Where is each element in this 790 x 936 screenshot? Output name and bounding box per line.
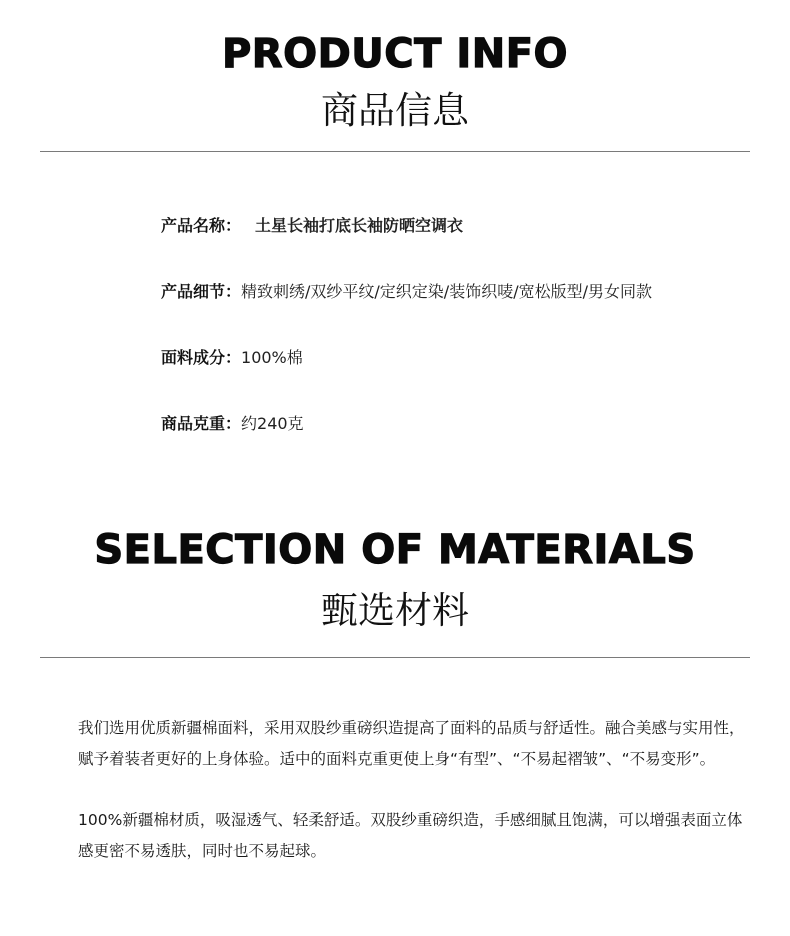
- info-row-product-weight: [161, 414, 304, 434]
- info-row-product-name: [161, 216, 463, 236]
- product-info-divider: [40, 151, 750, 152]
- info-value: 约240克: [241, 414, 304, 433]
- product-info-title-en: PRODUCT INFO: [221, 31, 569, 77]
- info-value: 土星长袖打底长袖防晒空调衣: [255, 216, 464, 235]
- info-label: 面料成分：: [161, 348, 242, 367]
- materials-paragraph-1: 我们选用优质新疆棉面料，采用双股纱重磅织造提高了面料的品质与舒适性。融合美感与实用性，赋予着装者更好的上身体验。适中的面料克重更使上身“有型”、“不易起褶皱”、“不易变形”。: [78, 719, 745, 768]
- product-info-title-cn: 商品信息: [321, 89, 469, 132]
- info-row-fabric-composition: [161, 348, 303, 368]
- info-label: 商品克重：: [161, 414, 242, 433]
- info-label: 产品名称：: [161, 216, 242, 235]
- info-row-product-details: [161, 282, 652, 302]
- materials-divider: [40, 657, 750, 658]
- info-value: 精致刺绣/双纱平纹/定织定染/装饰织唛/宽松版型/男女同款: [241, 282, 652, 301]
- materials-title-en: SELECTION OF MATERIALS: [94, 527, 696, 573]
- info-value: 100%棉: [241, 348, 303, 367]
- materials-title-cn: 甄选材料: [321, 589, 469, 632]
- info-label: 产品细节：: [161, 282, 242, 301]
- materials-paragraph-2: 100%新疆棉材质，吸湿透气、轻柔舒适。双股纱重磅织造，手感细腻且饱满，可以增强表面立体感更密不易透肤，同时也不易起球。: [78, 811, 743, 860]
